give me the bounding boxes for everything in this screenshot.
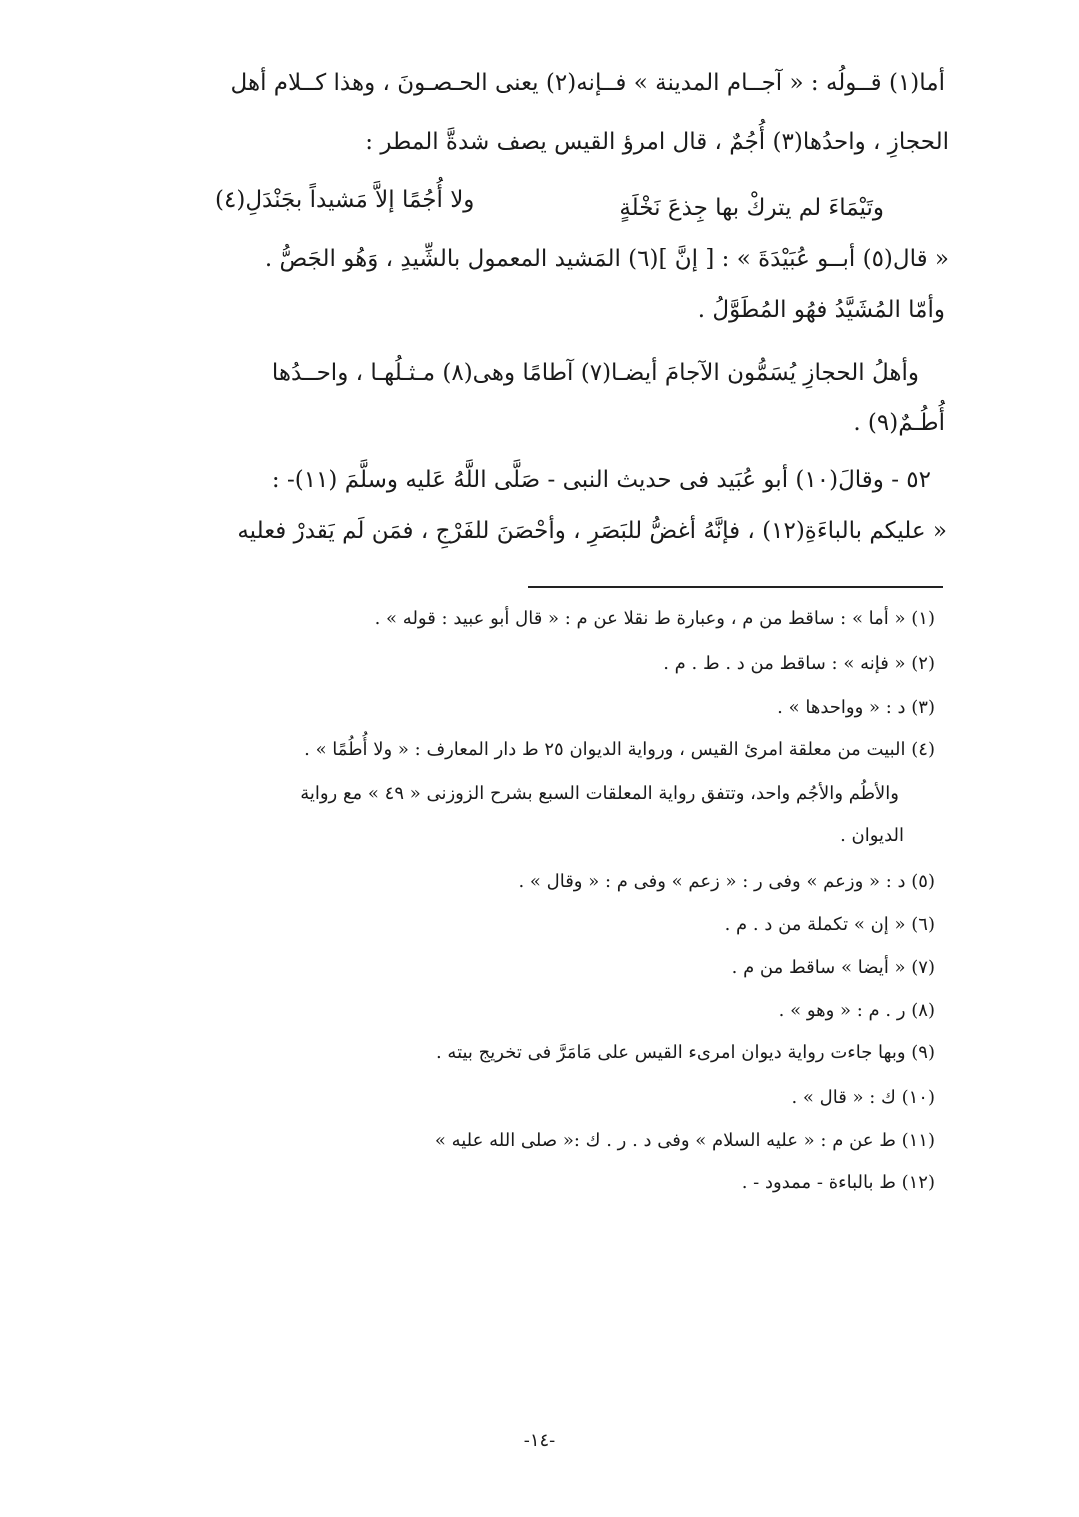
footnote-4-end: الديوان .	[840, 825, 904, 846]
body-line-8: ٥٢ - وقالَ(١٠) أبو عُبَيد فى حديث النبى - صَلَّى اللَّهُ عَليه وسلَّمَ (١١)- :	[271, 467, 931, 493]
footnote-4-continued: والأطُم والأجُم واحد، وتتفق رواية المعلقات السبع بشرح الزوزنى « ٤٩ » مع رواية	[300, 783, 899, 804]
footnote-8: (٨) ر . م : « وهو » .	[778, 1000, 935, 1021]
verse-first-hemistich: وتَيْمَاءَ لم يتركْ بها جِذعَ نَخْلَةٍ	[619, 195, 884, 221]
footnote-9: (٩) وبها جاءت رواية ديوان امرىء القيس على مَامَرَّ فى تخريج بيته .	[435, 1042, 935, 1063]
footnote-12: (١٢) ط بالباءة - ممدود - .	[741, 1172, 935, 1193]
footnote-3: (٣) د : « وواحدها » .	[777, 697, 935, 718]
footnote-separator	[528, 586, 943, 588]
verse-second-hemistich: ولا أُجُمًا إلاَّ مَشيداً بجَنْدَلِ(٤)	[215, 187, 475, 213]
body-line-1: أما(١) قــولُه : « آجــام المدينة » فــإنه(٢) يعنى الحـصـونَ ، وهذا كــلام أهل	[230, 70, 945, 96]
footnote-4: (٤) البيت من معلقة امرئ القيس ، ورواية الديوان ٢٥ ط دار المعارف : « ولا أُطُمًا » .	[304, 739, 935, 760]
footnote-1: (١) « أما » : ساقط من م ، وعبارة ط نقلا عن م : « قال أبو عبيد : قوله » .	[374, 608, 935, 629]
body-line-7: أُطُـمٌ(٩) .	[853, 410, 945, 436]
footnote-6: (٦) « إن » تكملة من د . م .	[724, 914, 935, 935]
footnote-11: (١١) ط عن م : « عليه السلام » وفى د . ر . ك :« صلى الله عليه »	[434, 1130, 935, 1151]
body-line-6: وأهلُ الحجازِ يُسَمُّون الآجامَ أيضـا(٧) آطامًا وهى(٨) مـثـلُهـا ، واحــدُها	[271, 360, 919, 386]
body-line-5: وأمّا المُشَيَّدُ فهُو المُطَوَّلُ .	[697, 297, 945, 323]
footnote-7: (٧) « أيضا » ساقط من م .	[731, 957, 935, 978]
body-line-4: « قال(٥) أبــو عُبَيْدَةَ » : [ إنَّ ](٦) المَشيد المعمول بالشِّيدِ ، وَهُو الجَصُّ .	[264, 246, 949, 272]
body-line-2: الحجازِ ، واحدُها(٣) أُجُمٌ ، قال امرؤ القيس يصف شدةَّ المطر :	[365, 129, 949, 155]
footnote-5: (٥) د : « وزعم » وفى ر : « زعم » وفى م : « وقال » .	[518, 871, 935, 892]
footnote-2: (٢) « فإنه » : ساقط من د . ط . م .	[663, 653, 935, 674]
body-line-9: « عليكم بالباءَةِ(١٢) ، فإنَّهُ أغضُّ للبَصَرِ ، وأحْصَنَ للفَرْجِ ، فمَن لَم يَقدرْ فعليه	[237, 518, 947, 544]
footnote-10: (١٠) ك : « قال » .	[791, 1087, 935, 1108]
page-number: -١٤-	[523, 1430, 556, 1451]
